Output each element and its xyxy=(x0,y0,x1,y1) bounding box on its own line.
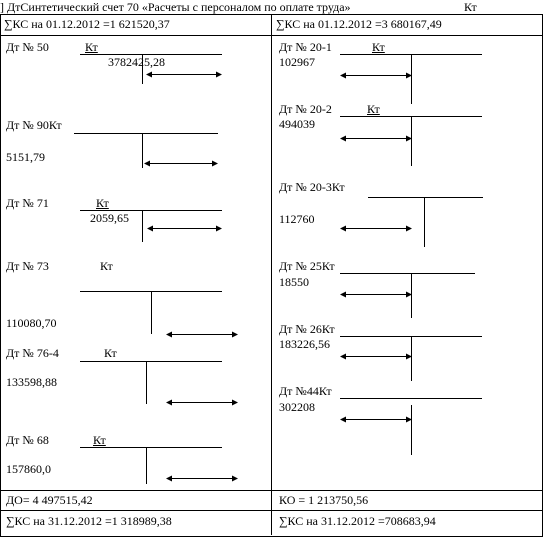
right-entry-3-t-bar xyxy=(368,197,483,198)
right-entry-6-amount: 302208 xyxy=(279,400,315,414)
left-entry-6-t-stem xyxy=(146,448,147,484)
left-entry-5-kt: Кт xyxy=(104,346,117,360)
right-entry-5-double-arrow-icon xyxy=(340,352,412,361)
opening-debit: ∑КС на 01.12.2012 =1 621520,37 xyxy=(4,17,170,31)
left-entry-6-t-bar xyxy=(80,447,222,448)
left-entry-5-t-bar xyxy=(80,361,222,362)
right-entry-2-kt: Кт xyxy=(367,102,380,116)
page-title: ДтСинтетический счет 70 «Расчеты с персоналом по оплате труда» xyxy=(7,0,351,14)
right-entry-6-t-stem xyxy=(411,405,412,455)
right-entry-2-dt: Дт № 20-2 xyxy=(279,102,332,116)
left-entry-1-t-stem xyxy=(142,54,143,84)
column-divider xyxy=(271,14,272,535)
left-entry-4-dt: Дт № 73 xyxy=(6,259,49,273)
right-entry-3-dt: Дт № 20-3Кт xyxy=(279,180,345,194)
right-entry-4-t-bar xyxy=(340,273,475,274)
left-entry-1-kt: Кт xyxy=(85,40,98,54)
right-entry-6-dt: Дт №44Кт xyxy=(279,384,332,398)
left-entry-4-amount: 110080,70 xyxy=(6,316,57,330)
right-entry-2-amount: 494039 xyxy=(279,117,315,131)
left-entry-3-double-arrow-icon xyxy=(147,224,222,233)
left-entry-3-amount: 2059,65 xyxy=(90,211,129,225)
right-entry-1-kt: Кт xyxy=(372,40,385,54)
turnover-credit: КО = 1 213750,56 xyxy=(279,493,369,507)
closing-credit: ∑КС на 31.12.2012 =708683,94 xyxy=(279,514,436,528)
left-entry-2-t-bar xyxy=(74,133,218,134)
left-entry-6-kt: Кт xyxy=(93,433,106,447)
left-entry-2-amount: 5151,79 xyxy=(6,150,45,164)
left-entry-2-dt: Дт № 90Кт xyxy=(6,118,62,132)
right-entry-4-double-arrow-icon xyxy=(340,290,412,299)
right-entry-6-double-arrow-icon xyxy=(340,415,412,424)
left-entry-4-t-stem xyxy=(151,292,152,334)
right-entry-1-dt: Дт № 20-1 xyxy=(279,40,332,54)
right-entry-1-amount: 102967 xyxy=(279,55,315,69)
left-entry-1-double-arrow-icon xyxy=(146,70,222,79)
right-entry-5-dt: Дт № 26Кт xyxy=(279,322,335,336)
closing-debit: ∑КС на 31.12.2012 =1 318989,38 xyxy=(6,514,172,528)
left-entry-4-kt: Кт xyxy=(100,259,113,273)
left-entry-5-dt: Дт № 76-4 xyxy=(6,346,59,360)
left-entry-1-dt: Дт № 50 xyxy=(6,40,49,54)
right-entry-3-t-stem xyxy=(424,197,425,247)
left-entry-6-double-arrow-icon xyxy=(166,474,238,483)
left-entry-5-t-stem xyxy=(146,362,147,404)
left-entry-5-double-arrow-icon xyxy=(166,398,238,407)
left-entry-3-dt: Дт № 71 xyxy=(6,196,49,210)
header-bracket: ] xyxy=(0,0,4,14)
left-entry-6-amount: 157860,0 xyxy=(6,462,51,476)
right-entry-2-double-arrow-icon xyxy=(340,134,412,143)
right-entry-1-double-arrow-icon xyxy=(340,71,412,80)
left-entry-2-t-stem xyxy=(142,133,143,168)
right-entry-3-double-arrow-icon xyxy=(340,224,412,233)
left-entry-3-kt: Кт xyxy=(96,196,109,210)
left-entry-3-t-stem xyxy=(142,210,143,242)
right-entry-4-amount: 18550 xyxy=(279,275,309,289)
right-entry-4-dt: Дт № 25Кт xyxy=(279,259,335,273)
right-entry-6-t-bar xyxy=(340,398,482,399)
left-entry-6-dt: Дт № 68 xyxy=(6,433,49,447)
left-entry-2-double-arrow-icon xyxy=(144,159,218,168)
left-entry-5-amount: 133598,88 xyxy=(6,375,57,389)
left-entry-4-double-arrow-icon xyxy=(166,330,238,339)
turnover-debit: ДО= 4 497515,42 xyxy=(6,493,93,507)
header-kt-label: Кт xyxy=(464,0,477,14)
right-entry-5-amount: 183226,56 xyxy=(279,337,330,351)
left-entry-1-amount: 3782425,28 xyxy=(108,55,165,69)
opening-credit: ∑КС на 01.12.2012 =3 680167,49 xyxy=(276,17,442,31)
right-entry-3-amount: 112760 xyxy=(279,212,315,226)
